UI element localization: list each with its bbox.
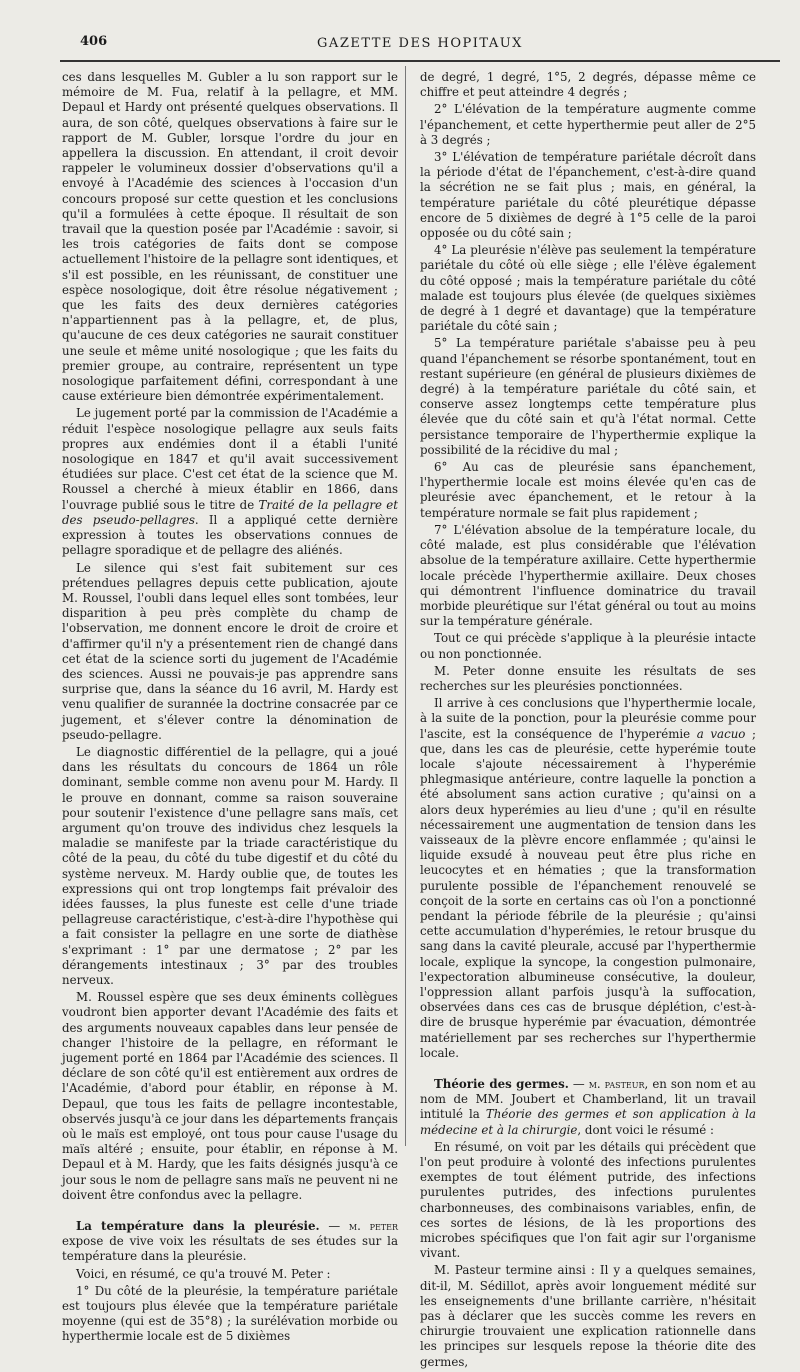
section-author: m. peter (348, 1219, 399, 1234)
paragraph: 3° L'élévation de température pariétale décroît dans la période d'état de l'épanchement, c'est-à-dire quand la sécrétion ne se fait plus ; mais, en général, la température pariétale du côté pleurétique dépasse encore de 5 dixièmes de degré à 1°5 celle de la paroi opposée ou du côté sain ; (420, 150, 756, 241)
text-run: , dont voici le résumé : (577, 1122, 714, 1137)
paragraph: Le silence qui s'est fait subitement sur ces prétendues pellagres depuis cette publication, ajoute M. Roussel, l'oubli dans lequel elles sont tombées, leur disparition à peu près complète du champ de l'observation, me donnent encore le droit de croire et d'affirmer qu'il n'y a présentement rien de changé dans cet état de la science sorti du jugement de l'Académie des sciences. Aussi ne pouvais-je pas apprendre sans surprise que, dans la séance du 16 avril, M. Hardy est venu qualifier de surannée la doctrine consacrée par ce jugement, et s'élever contre la dénomination de pseudo-pellagre. (62, 560, 398, 742)
paragraph: 5° La température pariétale s'abaisse peu à peu quand l'épanchement se résorbe spontanément, tout en restant supérieure (en général de plusieurs dixièmes de degré) à la température pariétale du côté sain, et conserve assez longtemps cette température plus élevée que du côté sain et qu'à l'état normal. Cette persistance temporaire de l'hyperthermie explique la possibilité de la récidive du mal ; (420, 336, 756, 457)
paragraph: de degré, 1 degré, 1°5, 2 degrés, dépasse même ce chiffre et peut atteindre 4 degrés ; (420, 70, 756, 100)
text-run: Le jugement porté par la commission de l'Académie a réduit l'espèce nosologique pellagre aux seuls faits propres aux endémies dont il a établi l'unité nosologique en 1847 et qu'il avait successivement étudiées sur place. C'est cet état de la science que M. Roussel a cherché à mieux établir en 1866, dans l'ouvrage publié sous le titre de (62, 406, 398, 512)
running-title: GAZETTE DES HOPITAUX (317, 36, 523, 51)
header-rule (60, 60, 780, 62)
latin-term: a vacuo (696, 726, 746, 741)
section-title: La température dans la pleurésie. (76, 1219, 320, 1234)
section-title: Théorie des germes. (434, 1077, 569, 1091)
paragraph: 4° La pleurésie n'élève pas seulement la température pariétale du côté où elle siège ; elle l'élève également du côté opposé ; mais la température pariétale du côté malade est toujours plus élevée (de quelques sixièmes de degré à 1 degré et davantage) que la température pariétale du côté sain ; (420, 243, 756, 334)
paragraph: En résumé, on voit par les détails qui précèdent que l'on peut produire à volonté des infections purulentes exemptes de tout élément putride, des infections purulentes putrides, des infections purulentes charbonneuses, des combinaisons variables, enfin, de ces sortes de lésions, de là les proportions des microbes spécifiques que l'on fait agir sur l'organisme vivant. (420, 1139, 756, 1261)
paragraph: Voici, en résumé, ce qu'a trouvé M. Peter : (76, 1266, 331, 1281)
paragraph: M. Roussel espère que ses deux éminents collègues voudront bien apporter devant l'Académie des faits et des arguments nouveaux capables dans leur pensée de changer l'histoire de la pellagre, en réformant le jugement porté en 1864 par l'Académie des sciences. Il déclare de son côté qu'il est entièrement aux ordres de l'Académie, d'abord pour établir, en réponse à M. Depaul, que tous les faits de pellagre incontestable, observés jusqu'à ce jour dans les départements français où le maïs est employé, ont tous pour cause l'usage du maïs altéré ; ensuite, pour établir, en réponse à M. Depaul et à M. Hardy, que les faits désignés jusqu'à ce jour sous le nom de pellagre sans maïs ne peuvent ni ne doivent être confondus avec la pellagre. (62, 990, 398, 1202)
text-run: . Il a appliqué cette dernière expression à toutes les observations connues de pellagre sporadique et de pellagre des aliénés. (62, 512, 398, 558)
paragraph: 7° L'élévation absolue de la température locale, du côté malade, est plus considérable que l'élévation absolue de la température axillaire. Cette hyperthermie locale précède l'hyperthermie axillaire. Deux choses qui démontrent l'influence dominatrice du travail morbide pleurétique sur l'état général ou tout au moins sur la température générale. (420, 522, 756, 629)
text-run: expose de vive voix les résultats de ses études sur la température dans la pleurésie. (62, 1234, 398, 1264)
text-run: , en son nom et au nom de MM. Joubert et Chamberland, lit un travail intitulé la (420, 1077, 757, 1122)
paragraph: 1° Du côté de la pleurésie, la température pariétale est toujours plus élevée que la température pariétale moyenne (qui est de 35°8) ; la surélévation morbide ou hyperthermie locale est de 5 dixièmes (62, 1283, 398, 1344)
work-title: Théorie des germes et son application à la médecine et à la chirurgie (420, 1107, 756, 1137)
paragraph: ces dans lesquelles M. Gubler a lu son rapport sur le mémoire de M. Fua, relatif à la pellagre, et MM. Depaul et Hardy ont présenté quelques observations. Il aura, de son côté, quelques observations à faire sur le rapport de M. Gubler, lorsque l'ordre du jour en appellera la discussion. En attendant, il croit devoir rappeler le volumineux dossier d'observations qu'il a envoyé à l'Académie des sciences à l'occasion d'un concours proposé sur cette question et les conclusions qu'il a formulées à cette époque. Il résultait de son travail que la question posée par l'Académie : savoir, si les trois catégories de faits dont se compose actuellement l'histoire de la pellagre sont identiques, et s'il est possible, en les réunissant, de constituer une espèce nosologique, doit être résolue négativement ; que les faits des deux dernières catégories n'appartiennent pas à la pellagre, et, de plus, qu'aucune de ces deux catégories ne saurait constituer une seule et même unité nosologique ; que les faits du premier groupe, au contraire, représentent un type nosologique parfaitement défini, correspondant à une cause extérieure bien démontrée expérimentalement. (62, 70, 398, 404)
paragraph: M. Peter donne ensuite les résultats de ses recherches sur les pleurésies ponctionnées. (420, 663, 756, 693)
section-heading-paragraph: La température dans la pleurésie. — m. peter expose de vive voix les résultats de ses études sur la température dans la pleurésie. (62, 1219, 399, 1264)
paragraph: Tout ce qui précède s'applique à la pleurésie intacte ou non ponctionnée. (420, 631, 756, 661)
paragraph: M. Pasteur termine ainsi : Il y a quelques semaines, dit-il, M. Sédillot, après avoir longuement médité sur les enseignements d'une brillante carrière, n'hésitait pas à déclarer que les succès comme les revers en chirurgie trouvaient une explication rationnelle dans les principes sur lesquels repose la théorie dite des germes, (420, 1263, 756, 1369)
page-number: 406 (80, 34, 108, 49)
paragraph: 6° Au cas de pleurésie sans épanchement, l'hyperthermie locale est moins élevée qu'en cas de pleurésie avec épanchement, et le retour à la température normale se fait plus rapidement ; (420, 460, 756, 520)
left-column (62, 70, 398, 1347)
paragraph (420, 696, 756, 1061)
column-divider (405, 66, 406, 1146)
text-run: Il arrive à ces conclusions que l'hyperthermie locale, à la suite de la ponction, pour la pleurésie comme pour l'ascite, est la conséquence de l'hyperémie (420, 696, 756, 741)
paragraph: Le diagnostic différentiel de la pellagre, qui a joué dans les résultats du concours de 1864 un rôle dominant, semble comme non avenu pour M. Hardy. Il le prouve en donnant, comme sa raison souveraine pour soutenir l'existence d'une pellagre sans maïs, cet argument qu'on trouve des individus chez lesquels la maladie se manifeste par la triade caractéristique du côté de la peau, du côté du tube digestif et du côté du système nerveux. M. Hardy oublie que, de toutes les expressions qui ont trop longtemps fait prévaloir des idées fausses, la plus funeste est celle d'une triade pellagreuse caractéristique, c'est-à-dire l'hypothèse qui a fait consister la pellagre en une sorte de diathèse s'exprimant : 1° par une dermatose ; 2° par les dérangements intestinaux ; 3° par des troubles nerveux. (62, 744, 398, 987)
text-run: ; que, dans les cas de pleurésie, cette hyperémie toute locale s'ajoute nécessairement à l'hyperémie phlegmasique antérieure, contre laquelle la ponction a été absolument sans action curative ; qu'ainsi on a alors deux hyperémies au lieu d'une ; qu'il en résulte nécessairement une augmentation de tension dans les vaisseaux de la plèvre encore enflammée ; qu'ainsi le liquide exsudé à nouveau peut être plus riche en leucocytes et en hématies ; que la transformation purulente possible de l'épanchement renouvelé se conçoit de la sorte en certains cas où l'on a ponctionné pendant la période fébrile de la pleurésie ; qu'ainsi cette accumulation d'hyperémies, le retour brusque du sang dans la cavité pleurale, accusé par l'hyperthermie locale, explique la syncope, la congestion pulmonaire, l'expectoration albumineuse consécutive, la douleur, l'oppression allant parfois jusqu'à la suffocation, observées dans ces cas de brusque déplétion, c'est-à-dire de brusque hyperémie par évacuation, démontrée matériellement par ses recherches sur l'hyperthermie locale. (420, 726, 756, 1060)
paragraph (62, 406, 398, 558)
section-author: m. pasteur (588, 1077, 645, 1091)
page-header (60, 34, 780, 56)
section-heading-paragraph: Théorie des germes. — m. pasteur, en son nom et au nom de MM. Joubert et Chamberland, lit un travail intitulé la Théorie des germes et son application à la médecine et à la chirurgie, dont voici le résumé : (420, 1077, 757, 1137)
right-column (420, 70, 756, 1372)
book-title: Traité de la pellagre et des pseudo-pellagres (62, 497, 398, 527)
paragraph: 2° L'élévation de la température augmente comme l'épanchement, et cette hyperthermie peut aller de 2°5 à 3 degrés ; (420, 102, 756, 147)
